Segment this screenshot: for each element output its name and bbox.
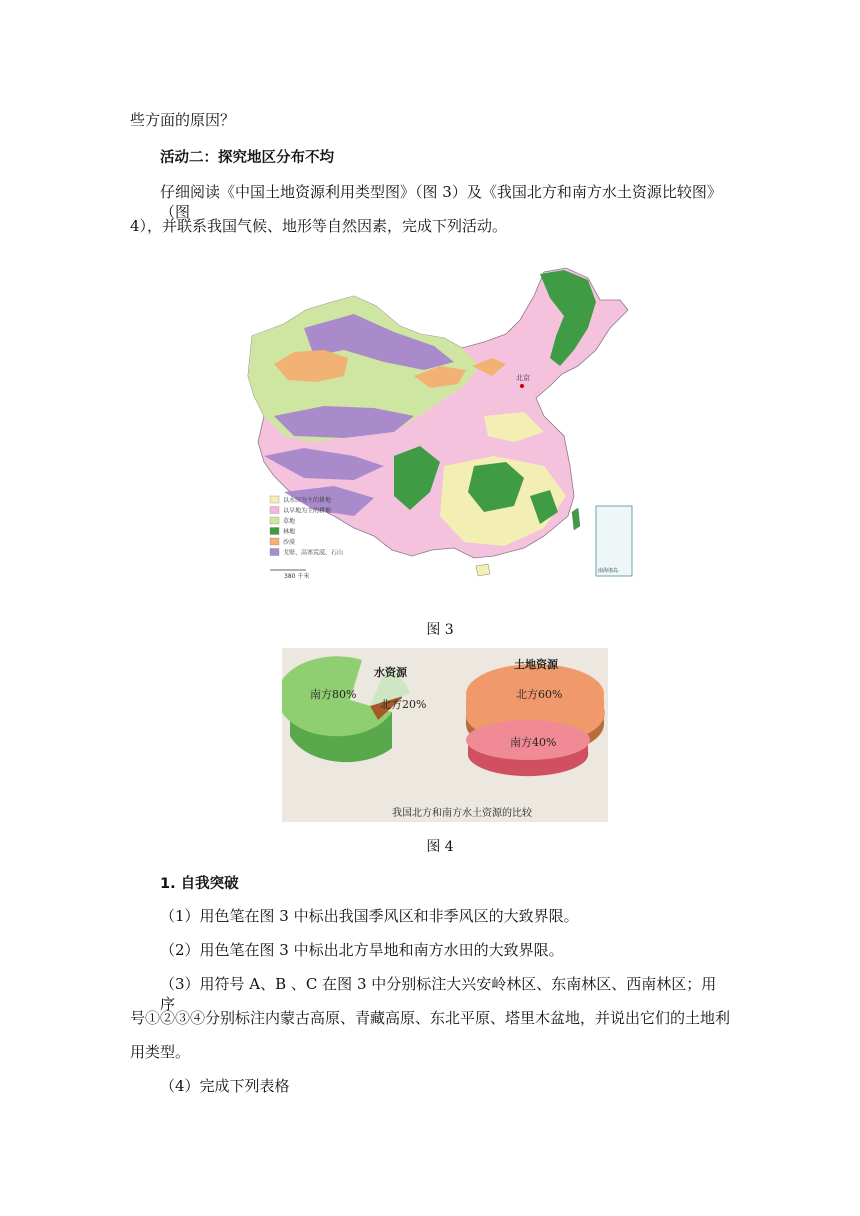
water-title: 水资源 xyxy=(374,666,407,679)
legend-label: 以旱地为主的耕地 xyxy=(283,507,332,515)
section-title: 1. 自我突破 xyxy=(160,876,239,892)
item-4: （4）完成下列表格 xyxy=(160,1077,290,1095)
figure4-caption: 图 4 xyxy=(426,839,454,855)
activity-title: 活动二：探究地区分布不均 xyxy=(160,150,334,166)
item-1: （1）用色笔在图 3 中标出我国季风区和非季风区的大致界限。 xyxy=(160,907,579,925)
legend-swatch xyxy=(270,496,279,503)
figure-banner: 我国北方和南方水土资源的比较 xyxy=(392,808,532,819)
legend-label: 戈壁、高寒荒漠、石山 xyxy=(283,549,344,557)
item-3-line-1: （3）用符号 A、B 、C 在图 3 中分别标注大兴安岭林区、东南林区、西南林区；用序 xyxy=(160,975,717,1013)
legend-swatch xyxy=(270,517,279,524)
legend-label: 以水田为主的耕地 xyxy=(283,497,332,504)
item-2: （2）用色笔在图 3 中标出北方旱地和南方水田的大致界限。 xyxy=(160,941,564,959)
beijing-dot xyxy=(520,384,524,388)
legend-swatch xyxy=(270,538,279,545)
land-south-label: 南方40% xyxy=(510,736,557,749)
water-north-label: 北方20% xyxy=(380,698,427,711)
land-use-map xyxy=(244,266,636,584)
item-3-line-3: 用类型。 xyxy=(130,1043,191,1061)
water-land-comparison-figure xyxy=(282,648,608,822)
taiwan xyxy=(572,508,580,530)
inset-label: 南海诸岛 xyxy=(598,568,619,574)
south-china-sea-inset xyxy=(596,506,632,576)
hainan xyxy=(476,564,490,576)
paragraph-continuation: 些方面的原因？ xyxy=(130,111,236,129)
figure3-caption: 图 3 xyxy=(426,622,454,638)
water-south-label: 南方80% xyxy=(310,688,357,701)
item-3-line-2: 号①②③④分别标注内蒙古高原、青藏高原、东北平原、塔里木盆地，并说出它们的土地利 xyxy=(130,1009,731,1027)
legend-label: 沙漠 xyxy=(283,539,296,546)
legend-swatch xyxy=(270,549,279,556)
intro-line-2: 4），并联系我国气候、地形等自然因素，完成下列活动。 xyxy=(130,217,508,235)
legend-label: 草地 xyxy=(283,518,296,525)
legend-label: 林地 xyxy=(283,528,296,536)
intro-line-1: 仔细阅读《中国土地资源利用类型图》（图 3）及《我国北方和南方水土资源比较图》（图 xyxy=(160,183,722,221)
legend-swatch xyxy=(270,507,279,514)
land-title: 土地资源 xyxy=(514,658,558,671)
legend-swatch xyxy=(270,528,279,535)
land-pie xyxy=(466,664,605,776)
beijing-label: 北京 xyxy=(516,374,530,382)
land-north-label: 北方60% xyxy=(516,688,563,701)
scale-label: 380 千米 xyxy=(284,573,310,580)
